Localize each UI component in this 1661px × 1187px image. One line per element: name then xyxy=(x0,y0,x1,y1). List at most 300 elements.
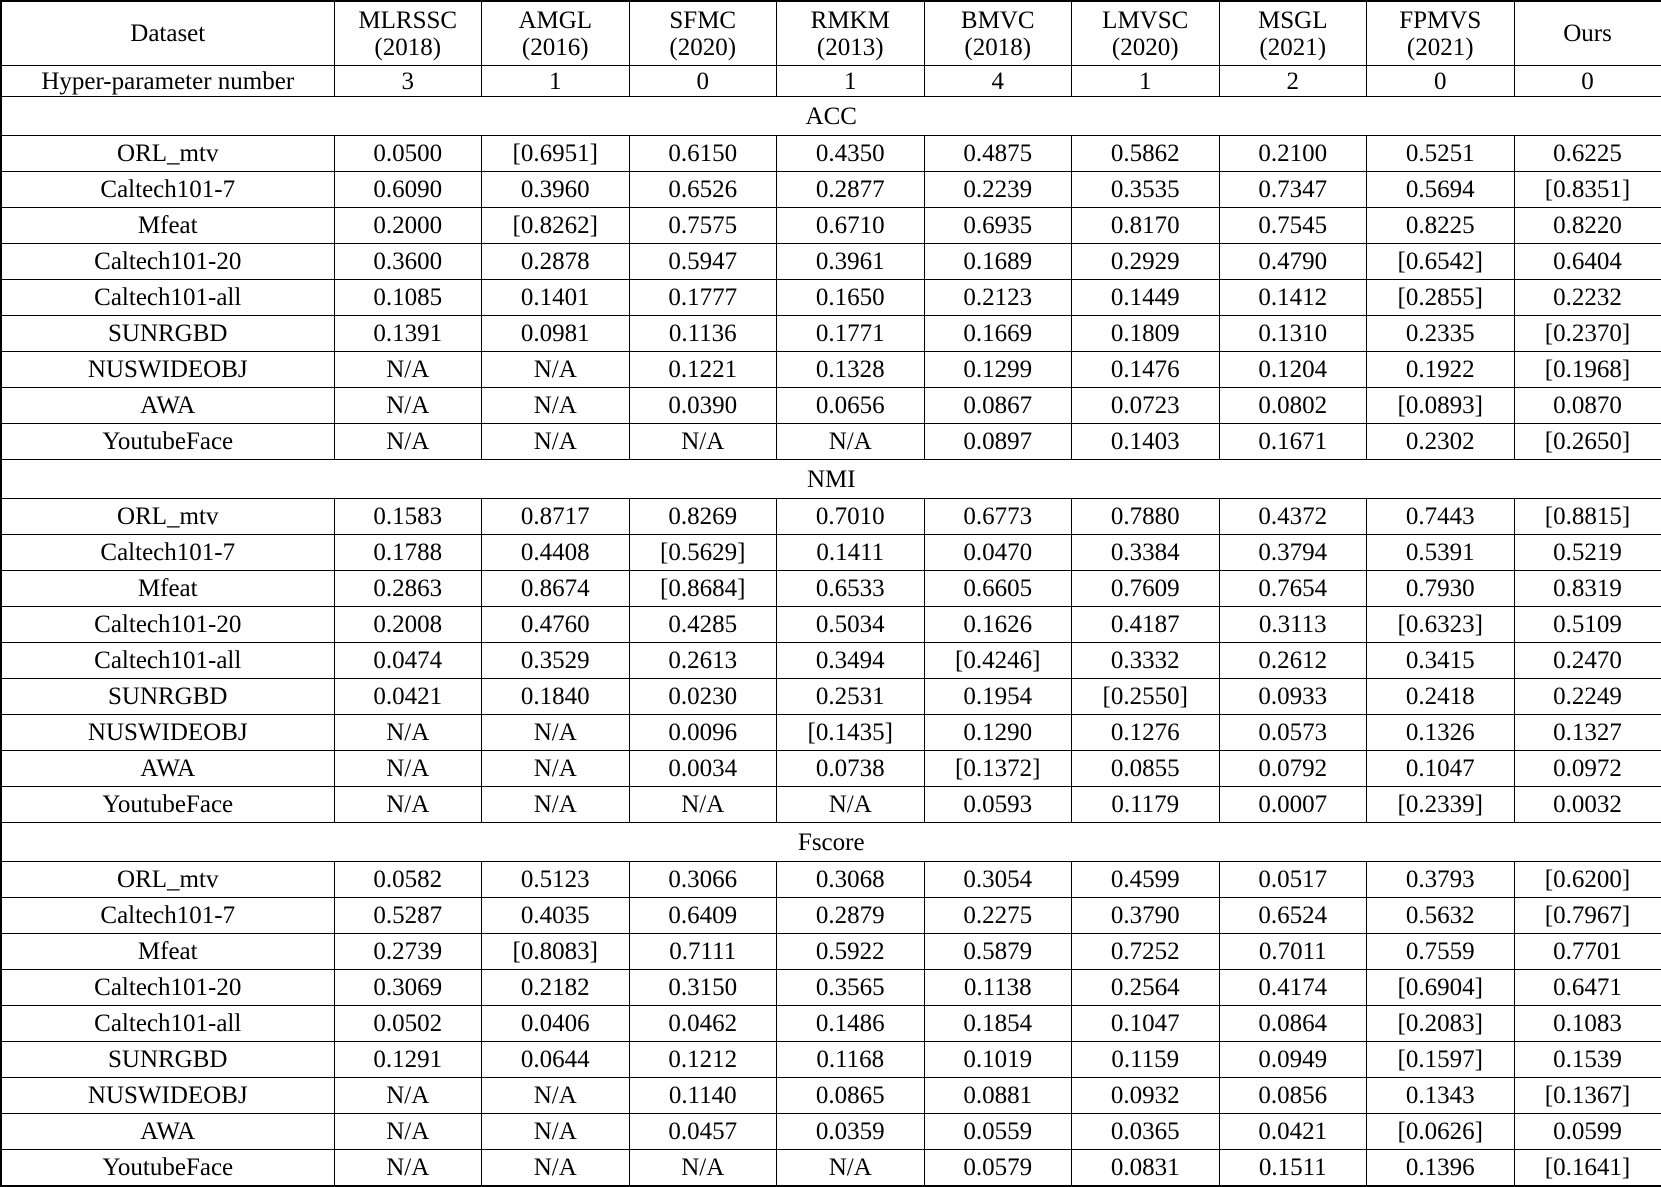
row-label-dataset: AWA xyxy=(1,751,334,787)
row-label-dataset: Mfeat xyxy=(1,934,334,970)
metric-cell: [0.6542] xyxy=(1367,244,1515,280)
metric-cell: 0.0474 xyxy=(334,643,482,679)
metric-cell: 0.2000 xyxy=(334,208,482,244)
metric-cell: 0.1401 xyxy=(482,280,630,316)
metric-cell: 0.2008 xyxy=(334,607,482,643)
metric-cell: 0.1204 xyxy=(1219,352,1367,388)
method-name: LMVSC xyxy=(1102,6,1189,34)
metric-cell: [0.1372] xyxy=(924,751,1072,787)
table-row xyxy=(1,280,1661,316)
metric-cell: N/A xyxy=(482,1150,630,1187)
metric-cell: 0.3794 xyxy=(1219,535,1367,571)
metric-cell: [0.8684] xyxy=(629,571,777,607)
metric-cell: 0.1159 xyxy=(1072,1042,1220,1078)
metric-cell: N/A xyxy=(629,424,777,460)
metric-cell: [0.0893] xyxy=(1367,388,1515,424)
method-year: (2018) xyxy=(964,33,1032,61)
metric-cell: [0.0626] xyxy=(1367,1114,1515,1150)
row-label-dataset: YoutubeFace xyxy=(1,1150,334,1187)
metric-cell: 0.3793 xyxy=(1367,862,1515,898)
metric-cell: 0.6150 xyxy=(629,136,777,172)
metric-cell: [0.1435] xyxy=(777,715,925,751)
metric-cell: 0.1854 xyxy=(924,1006,1072,1042)
metric-cell: 0.2123 xyxy=(924,280,1072,316)
metric-cell: 0.3066 xyxy=(629,862,777,898)
metric-cell: 0.1212 xyxy=(629,1042,777,1078)
row-label-dataset: Caltech101-all xyxy=(1,280,334,316)
metric-cell: [0.5629] xyxy=(629,535,777,571)
metric-cell: 0.2302 xyxy=(1367,424,1515,460)
row-label-dataset: Mfeat xyxy=(1,571,334,607)
metric-cell: 0.7011 xyxy=(1219,934,1367,970)
method-name: RMKM xyxy=(810,6,890,34)
metric-cell: 0.2100 xyxy=(1219,136,1367,172)
row-label-dataset: NUSWIDEOBJ xyxy=(1,715,334,751)
hyper-parameter-value: 4 xyxy=(924,66,1072,97)
metric-cell: 0.0573 xyxy=(1219,715,1367,751)
table-header-row xyxy=(1,1,1661,66)
metric-cell: N/A xyxy=(482,751,630,787)
metric-cell: 0.6225 xyxy=(1514,136,1661,172)
hyper-parameter-value: 2 xyxy=(1219,66,1367,97)
metric-cell: N/A xyxy=(482,1114,630,1150)
hyper-parameter-value: 1 xyxy=(777,66,925,97)
metric-cell: 0.2929 xyxy=(1072,244,1220,280)
row-label-dataset: Caltech101-20 xyxy=(1,607,334,643)
method-year: (2013) xyxy=(816,33,884,61)
metric-cell: 0.0390 xyxy=(629,388,777,424)
metric-cell: 0.3961 xyxy=(777,244,925,280)
metric-cell: 0.2232 xyxy=(1514,280,1661,316)
metric-cell: 0.1221 xyxy=(629,352,777,388)
section-header-row-nmi xyxy=(1,460,1661,499)
metric-cell: 0.1276 xyxy=(1072,715,1220,751)
metric-cell: 0.0462 xyxy=(629,1006,777,1042)
metric-cell: 0.0867 xyxy=(924,388,1072,424)
metric-cell: 0.5123 xyxy=(482,862,630,898)
metric-cell: 0.3565 xyxy=(777,970,925,1006)
row-label-dataset: YoutubeFace xyxy=(1,787,334,823)
metric-cell: N/A xyxy=(334,1114,482,1150)
metric-cell: 0.1689 xyxy=(924,244,1072,280)
metric-cell: 0.0949 xyxy=(1219,1042,1367,1078)
metric-cell: 0.0034 xyxy=(629,751,777,787)
metric-cell: 0.2878 xyxy=(482,244,630,280)
metric-cell: 0.2564 xyxy=(1072,970,1220,1006)
row-label-dataset: Caltech101-20 xyxy=(1,244,334,280)
metric-cell: 0.3415 xyxy=(1367,643,1515,679)
metric-cell: 0.0723 xyxy=(1072,388,1220,424)
metric-cell: N/A xyxy=(482,715,630,751)
metric-cell: [0.6323] xyxy=(1367,607,1515,643)
table-row xyxy=(1,751,1661,787)
metric-cell: 0.2335 xyxy=(1367,316,1515,352)
row-label-dataset: Caltech101-7 xyxy=(1,172,334,208)
metric-cell: 0.7111 xyxy=(629,934,777,970)
metric-cell: N/A xyxy=(334,424,482,460)
metric-cell: 0.0421 xyxy=(334,679,482,715)
metric-cell: [0.4246] xyxy=(924,643,1072,679)
metric-cell: 0.0470 xyxy=(924,535,1072,571)
metric-cell: 0.4350 xyxy=(777,136,925,172)
metric-cell: 0.2613 xyxy=(629,643,777,679)
method-year: (2020) xyxy=(1111,33,1179,61)
section-title-acc: ACC xyxy=(1,97,1661,136)
metric-cell: [0.1367] xyxy=(1514,1078,1661,1114)
metric-cell: 0.2239 xyxy=(924,172,1072,208)
metric-cell: 0.0855 xyxy=(1072,751,1220,787)
metric-cell: 0.4372 xyxy=(1219,499,1367,535)
hyper-parameter-value: 1 xyxy=(1072,66,1220,97)
column-header-ours: Ours xyxy=(1514,1,1661,66)
metric-cell: N/A xyxy=(334,751,482,787)
metric-cell: 0.0981 xyxy=(482,316,630,352)
metric-cell: 0.0802 xyxy=(1219,388,1367,424)
metric-cell: 0.8319 xyxy=(1514,571,1661,607)
metric-cell: N/A xyxy=(334,1078,482,1114)
metric-cell: 0.1085 xyxy=(334,280,482,316)
row-label-dataset: NUSWIDEOBJ xyxy=(1,1078,334,1114)
metric-cell: 0.4599 xyxy=(1072,862,1220,898)
metric-cell: 0.0421 xyxy=(1219,1114,1367,1150)
metric-cell: [0.2650] xyxy=(1514,424,1661,460)
section-header-row-fscore xyxy=(1,823,1661,862)
metric-cell: 0.3960 xyxy=(482,172,630,208)
hyper-parameter-label: Hyper-parameter number xyxy=(1,66,334,97)
metric-cell: 0.3113 xyxy=(1219,607,1367,643)
metric-cell: 0.0864 xyxy=(1219,1006,1367,1042)
method-year: (2021) xyxy=(1406,33,1474,61)
metric-cell: 0.1771 xyxy=(777,316,925,352)
metric-cell: 0.0359 xyxy=(777,1114,925,1150)
metric-cell: 0.5219 xyxy=(1514,535,1661,571)
metric-cell: 0.0644 xyxy=(482,1042,630,1078)
method-name: SFMC xyxy=(669,6,737,34)
method-name: MLRSSC xyxy=(358,6,458,34)
metric-cell: 0.8170 xyxy=(1072,208,1220,244)
metric-cell: 0.1327 xyxy=(1514,715,1661,751)
table-row xyxy=(1,970,1661,1006)
metric-cell: 0.3054 xyxy=(924,862,1072,898)
metric-cell: 0.1669 xyxy=(924,316,1072,352)
metric-cell: N/A xyxy=(482,787,630,823)
metric-cell: 0.1476 xyxy=(1072,352,1220,388)
hyper-parameter-value: 0 xyxy=(629,66,777,97)
method-year: (2020) xyxy=(669,33,737,61)
metric-cell: 0.0032 xyxy=(1514,787,1661,823)
metric-cell: 0.1412 xyxy=(1219,280,1367,316)
table-row xyxy=(1,244,1661,280)
metric-cell: 0.7930 xyxy=(1367,571,1515,607)
metric-cell: 0.1922 xyxy=(1367,352,1515,388)
method-year: (2016) xyxy=(521,33,589,61)
row-label-dataset: AWA xyxy=(1,1114,334,1150)
metric-cell: 0.6773 xyxy=(924,499,1072,535)
metric-cell: [0.2083] xyxy=(1367,1006,1515,1042)
metric-cell: 0.8225 xyxy=(1367,208,1515,244)
row-label-dataset: Caltech101-7 xyxy=(1,535,334,571)
table-row xyxy=(1,787,1661,823)
metric-cell: 0.0457 xyxy=(629,1114,777,1150)
hyper-parameter-value: 0 xyxy=(1367,66,1515,97)
hyper-parameter-value: 0 xyxy=(1514,66,1661,97)
metric-cell: 0.4760 xyxy=(482,607,630,643)
table-row xyxy=(1,388,1661,424)
metric-cell: N/A xyxy=(334,388,482,424)
metric-cell: 0.2275 xyxy=(924,898,1072,934)
metric-cell: 0.1047 xyxy=(1367,751,1515,787)
metric-cell: 0.0870 xyxy=(1514,388,1661,424)
metric-cell: 0.5287 xyxy=(334,898,482,934)
metric-cell: 0.7654 xyxy=(1219,571,1367,607)
metric-cell: 0.3068 xyxy=(777,862,925,898)
metric-cell: 0.2418 xyxy=(1367,679,1515,715)
table-row xyxy=(1,643,1661,679)
metric-cell: 0.4174 xyxy=(1219,970,1367,1006)
metric-cell: 0.8269 xyxy=(629,499,777,535)
metric-cell: 0.5879 xyxy=(924,934,1072,970)
section-title-fscore: Fscore xyxy=(1,823,1661,862)
metric-cell: 0.1840 xyxy=(482,679,630,715)
metric-cell: [0.8083] xyxy=(482,934,630,970)
metric-cell: [0.2855] xyxy=(1367,280,1515,316)
row-label-dataset: Caltech101-all xyxy=(1,1006,334,1042)
metric-cell: 0.1299 xyxy=(924,352,1072,388)
table-row xyxy=(1,715,1661,751)
metric-cell: 0.0579 xyxy=(924,1150,1072,1187)
method-name: AMGL xyxy=(518,6,593,34)
metric-cell: 0.1391 xyxy=(334,316,482,352)
table-row xyxy=(1,1042,1661,1078)
metric-cell: 0.2863 xyxy=(334,571,482,607)
row-label-dataset: Caltech101-all xyxy=(1,643,334,679)
metric-cell: 0.7443 xyxy=(1367,499,1515,535)
metric-cell: N/A xyxy=(334,715,482,751)
metric-cell: 0.1310 xyxy=(1219,316,1367,352)
column-header-lmvsc xyxy=(1072,1,1220,66)
metric-cell: 0.1486 xyxy=(777,1006,925,1042)
metric-cell: 0.5947 xyxy=(629,244,777,280)
metric-cell: N/A xyxy=(334,1150,482,1187)
metric-cell: 0.0230 xyxy=(629,679,777,715)
metric-cell: 0.1291 xyxy=(334,1042,482,1078)
metric-cell: [0.7967] xyxy=(1514,898,1661,934)
metric-cell: 0.7575 xyxy=(629,208,777,244)
method-year: (2021) xyxy=(1259,33,1327,61)
metric-cell: 0.3494 xyxy=(777,643,925,679)
table-row xyxy=(1,862,1661,898)
metric-cell: 0.0972 xyxy=(1514,751,1661,787)
metric-cell: 0.7880 xyxy=(1072,499,1220,535)
metric-cell: 0.1583 xyxy=(334,499,482,535)
metric-cell: 0.0865 xyxy=(777,1078,925,1114)
row-label-dataset: SUNRGBD xyxy=(1,679,334,715)
metric-cell: 0.1954 xyxy=(924,679,1072,715)
metric-cell: 0.5034 xyxy=(777,607,925,643)
metric-cell: 0.3790 xyxy=(1072,898,1220,934)
metric-cell: [0.8262] xyxy=(482,208,630,244)
column-header-msgl xyxy=(1219,1,1367,66)
metric-cell: N/A xyxy=(482,1078,630,1114)
metric-cell: 0.4790 xyxy=(1219,244,1367,280)
metric-cell: 0.1411 xyxy=(777,535,925,571)
metric-cell: N/A xyxy=(334,352,482,388)
metric-cell: 0.6935 xyxy=(924,208,1072,244)
metric-cell: 0.4408 xyxy=(482,535,630,571)
column-header-dataset: Dataset xyxy=(1,1,334,66)
row-label-dataset: YoutubeFace xyxy=(1,424,334,460)
method-name: BMVC xyxy=(960,6,1035,34)
metric-cell: 0.1168 xyxy=(777,1042,925,1078)
row-label-dataset: Caltech101-20 xyxy=(1,970,334,1006)
metric-cell: 0.2249 xyxy=(1514,679,1661,715)
metric-cell: 0.0831 xyxy=(1072,1150,1220,1187)
metric-cell: [0.2550] xyxy=(1072,679,1220,715)
metric-cell: 0.5109 xyxy=(1514,607,1661,643)
metric-cell: 0.1539 xyxy=(1514,1042,1661,1078)
metric-cell: 0.0738 xyxy=(777,751,925,787)
metric-cell: 0.2879 xyxy=(777,898,925,934)
metric-cell: [0.2339] xyxy=(1367,787,1515,823)
metric-cell: N/A xyxy=(482,352,630,388)
table-row xyxy=(1,898,1661,934)
metric-cell: 0.1290 xyxy=(924,715,1072,751)
table-row xyxy=(1,934,1661,970)
metric-cell: 0.1396 xyxy=(1367,1150,1515,1187)
metric-cell: 0.1777 xyxy=(629,280,777,316)
metric-cell: 0.7545 xyxy=(1219,208,1367,244)
metric-cell: 0.1809 xyxy=(1072,316,1220,352)
metric-cell: 0.2470 xyxy=(1514,643,1661,679)
metric-cell: [0.1597] xyxy=(1367,1042,1515,1078)
metric-cell: 0.7609 xyxy=(1072,571,1220,607)
metric-cell: 0.0582 xyxy=(334,862,482,898)
row-label-dataset: NUSWIDEOBJ xyxy=(1,352,334,388)
table-row xyxy=(1,316,1661,352)
column-header-mlrssc xyxy=(334,1,482,66)
table-row xyxy=(1,1114,1661,1150)
metric-cell: 0.5922 xyxy=(777,934,925,970)
metric-cell: N/A xyxy=(482,388,630,424)
metric-cell: 0.1403 xyxy=(1072,424,1220,460)
metric-cell: 0.5632 xyxy=(1367,898,1515,934)
metric-cell: 0.0500 xyxy=(334,136,482,172)
column-header-bmvc xyxy=(924,1,1072,66)
method-name: FPMVS xyxy=(1399,6,1482,34)
metric-cell: 0.5694 xyxy=(1367,172,1515,208)
metric-cell: 0.4187 xyxy=(1072,607,1220,643)
metric-cell: 0.6710 xyxy=(777,208,925,244)
metric-cell: 0.1343 xyxy=(1367,1078,1515,1114)
column-header-amgl xyxy=(482,1,630,66)
metric-cell: 0.1136 xyxy=(629,316,777,352)
metric-cell: 0.3529 xyxy=(482,643,630,679)
metric-cell: 0.8220 xyxy=(1514,208,1661,244)
metric-cell: 0.1626 xyxy=(924,607,1072,643)
metric-cell: [0.6904] xyxy=(1367,970,1515,1006)
metric-cell: 0.0656 xyxy=(777,388,925,424)
metric-cell: 0.1047 xyxy=(1072,1006,1220,1042)
metric-cell: 0.5251 xyxy=(1367,136,1515,172)
column-header-sfmc xyxy=(629,1,777,66)
row-label-dataset: Mfeat xyxy=(1,208,334,244)
row-label-dataset: ORL_mtv xyxy=(1,499,334,535)
metric-cell: 0.0096 xyxy=(629,715,777,751)
metric-cell: 0.3069 xyxy=(334,970,482,1006)
metric-cell: [0.1641] xyxy=(1514,1150,1661,1187)
hyper-parameter-row xyxy=(1,66,1661,97)
table-row xyxy=(1,571,1661,607)
metric-cell: 0.0599 xyxy=(1514,1114,1661,1150)
metric-cell: 0.7559 xyxy=(1367,934,1515,970)
method-name: MSGL xyxy=(1258,6,1328,34)
metric-cell: 0.1083 xyxy=(1514,1006,1661,1042)
metric-cell: 0.7347 xyxy=(1219,172,1367,208)
table-row xyxy=(1,1150,1661,1187)
metric-cell: 0.0593 xyxy=(924,787,1072,823)
metric-cell: 0.1138 xyxy=(924,970,1072,1006)
section-header-row-acc xyxy=(1,97,1661,136)
metric-cell: 0.3600 xyxy=(334,244,482,280)
table-row xyxy=(1,499,1661,535)
table-row xyxy=(1,352,1661,388)
hyper-parameter-value: 3 xyxy=(334,66,482,97)
metric-cell: 0.8717 xyxy=(482,499,630,535)
metric-cell: 0.2531 xyxy=(777,679,925,715)
metric-cell: 0.4035 xyxy=(482,898,630,934)
column-header-fpmvs xyxy=(1367,1,1515,66)
metric-cell: 0.3332 xyxy=(1072,643,1220,679)
metric-cell: 0.2612 xyxy=(1219,643,1367,679)
metric-cell: [0.8815] xyxy=(1514,499,1661,535)
metric-cell: 0.0406 xyxy=(482,1006,630,1042)
metric-cell: 0.6524 xyxy=(1219,898,1367,934)
metric-cell: 0.1449 xyxy=(1072,280,1220,316)
section-title-nmi: NMI xyxy=(1,460,1661,499)
metric-cell: 0.0932 xyxy=(1072,1078,1220,1114)
metric-cell: 0.6605 xyxy=(924,571,1072,607)
metric-cell: 0.0792 xyxy=(1219,751,1367,787)
method-year: (2018) xyxy=(374,33,442,61)
row-label-dataset: SUNRGBD xyxy=(1,316,334,352)
metric-cell: [0.8351] xyxy=(1514,172,1661,208)
metric-cell: 0.5391 xyxy=(1367,535,1515,571)
metric-cell: 0.6471 xyxy=(1514,970,1661,1006)
metric-cell: 0.2877 xyxy=(777,172,925,208)
metric-cell: 0.3384 xyxy=(1072,535,1220,571)
metric-cell: 0.7701 xyxy=(1514,934,1661,970)
metric-cell: 0.4285 xyxy=(629,607,777,643)
metric-cell: 0.1671 xyxy=(1219,424,1367,460)
metric-cell: 0.6409 xyxy=(629,898,777,934)
row-label-dataset: ORL_mtv xyxy=(1,862,334,898)
metric-cell: 0.1326 xyxy=(1367,715,1515,751)
hyper-parameter-value: 1 xyxy=(482,66,630,97)
table-row xyxy=(1,679,1661,715)
table-row xyxy=(1,1006,1661,1042)
metric-cell: 0.6090 xyxy=(334,172,482,208)
table-row xyxy=(1,208,1661,244)
metric-cell: 0.1140 xyxy=(629,1078,777,1114)
metric-cell: [0.2370] xyxy=(1514,316,1661,352)
metric-cell: 0.4875 xyxy=(924,136,1072,172)
metric-cell: 0.6404 xyxy=(1514,244,1661,280)
metric-cell: N/A xyxy=(334,787,482,823)
metric-cell: 0.3150 xyxy=(629,970,777,1006)
row-label-dataset: ORL_mtv xyxy=(1,136,334,172)
metric-cell: 0.1019 xyxy=(924,1042,1072,1078)
metric-cell: N/A xyxy=(777,1150,925,1187)
